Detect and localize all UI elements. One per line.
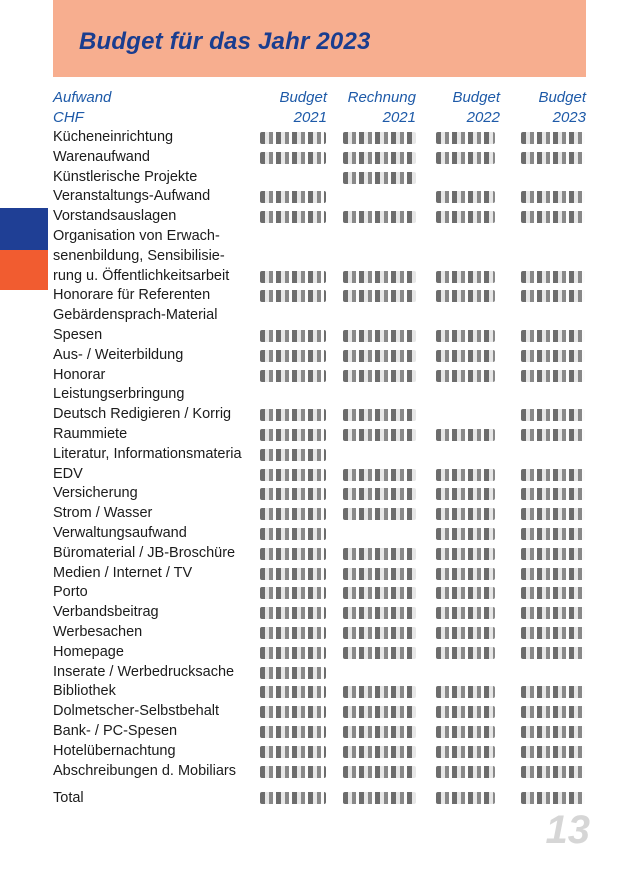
budget-2022-redacted-value	[436, 507, 495, 521]
table-row	[53, 267, 593, 287]
column-header-budget-2023	[510, 88, 586, 128]
column-header-budget-2023-line1: Budget	[538, 89, 586, 106]
table-row	[53, 405, 593, 425]
table-row	[53, 682, 593, 702]
rechnung-2021-redacted-value	[343, 725, 416, 739]
table-row	[53, 603, 593, 623]
budget-2021-redacted-value	[260, 468, 326, 482]
row-label: Gebärdensprach-Material	[53, 307, 218, 324]
table-row	[53, 346, 593, 366]
budget-2022-redacted-value	[436, 586, 495, 600]
side-tab-blue	[0, 208, 48, 250]
total-label: Total	[53, 790, 84, 806]
budget-2021-redacted-value	[260, 329, 326, 343]
budget-2022-redacted-value	[436, 468, 495, 482]
table-row	[53, 465, 593, 485]
column-header-budget-2022	[430, 88, 500, 128]
budget-2022-redacted-value	[436, 270, 495, 284]
budget-2021-redacted-value	[260, 646, 326, 660]
rechnung-2021-redacted-value	[343, 507, 416, 521]
total-budget-2023-redacted	[521, 791, 585, 804]
rechnung-2021-redacted-value	[343, 547, 416, 561]
budget-2021-redacted-value	[260, 448, 326, 462]
row-label: Abschreibungen d. Mobiliars	[53, 762, 236, 779]
budget-2021-redacted-value	[260, 765, 326, 779]
table-row	[53, 247, 593, 267]
row-label: Honorare für Referenten	[53, 287, 211, 304]
rechnung-2021-redacted-value	[343, 369, 416, 383]
total-row	[53, 788, 593, 808]
budget-2021-redacted-value	[260, 369, 326, 383]
budget-2022-redacted-value	[436, 527, 495, 541]
row-label: Literatur, Informationsmateria	[53, 445, 242, 462]
budget-2022-redacted-value	[436, 745, 495, 759]
row-label: Raummiete	[53, 425, 128, 442]
budget-2021-redacted-value	[260, 567, 326, 581]
table-row	[53, 366, 593, 386]
budget-2022-redacted-value	[436, 349, 495, 363]
budget-2021-redacted-value	[260, 725, 326, 739]
budget-2023-redacted-value	[521, 685, 585, 699]
row-label: Büromaterial / JB-Broschüre	[53, 544, 236, 561]
rechnung-2021-redacted-value	[343, 349, 416, 363]
rechnung-2021-redacted-value	[343, 131, 416, 145]
column-header-rechnung-2021-line1: Rechnung	[347, 89, 416, 106]
column-header-label	[53, 88, 111, 128]
row-label: Werbesachen	[53, 623, 143, 640]
table-row	[53, 524, 593, 544]
budget-2023-redacted-value	[521, 606, 585, 620]
table-row	[53, 742, 593, 762]
budget-2021-redacted-value	[260, 210, 326, 224]
budget-2023-redacted-value	[521, 705, 585, 719]
column-header-label-line2: CHF	[53, 109, 84, 126]
budget-2023-redacted-value	[521, 131, 585, 145]
budget-2023-redacted-value	[521, 487, 585, 501]
budget-2023-redacted-value	[521, 270, 585, 284]
table-row	[53, 663, 593, 683]
budget-2022-redacted-value	[436, 685, 495, 699]
budget-2023-redacted-value	[521, 408, 585, 422]
table-row	[53, 702, 593, 722]
table-row	[53, 762, 593, 782]
budget-2022-redacted-value	[436, 646, 495, 660]
budget-2021-redacted-value	[260, 270, 326, 284]
page-title: Budget für das Jahr 2023	[79, 28, 371, 55]
table-row	[53, 544, 593, 564]
budget-2023-redacted-value	[521, 586, 585, 600]
budget-2021-redacted-value	[260, 626, 326, 640]
row-label: rung u. Öffentlichkeitsarbeit	[53, 267, 230, 284]
budget-2022-redacted-value	[436, 329, 495, 343]
table-row	[53, 643, 593, 663]
budget-2023-redacted-value	[521, 329, 585, 343]
table-row	[53, 504, 593, 524]
budget-2021-redacted-value	[260, 547, 326, 561]
total-budget-2021-redacted	[260, 791, 326, 804]
rechnung-2021-redacted-value	[343, 428, 416, 442]
row-label: Dolmetscher-Selbstbehalt	[53, 703, 220, 720]
row-label: Hotelübernachtung	[53, 742, 176, 759]
budget-2023-redacted-value	[521, 725, 585, 739]
budget-2023-redacted-value	[521, 507, 585, 521]
budget-2022-redacted-value	[436, 210, 495, 224]
rechnung-2021-redacted-value	[343, 567, 416, 581]
table-row	[53, 425, 593, 445]
rechnung-2021-redacted-value	[343, 289, 416, 303]
budget-2022-redacted-value	[436, 131, 495, 145]
rechnung-2021-redacted-value	[343, 468, 416, 482]
rechnung-2021-redacted-value	[343, 270, 416, 284]
table-row	[53, 286, 593, 306]
table-row	[53, 583, 593, 603]
rechnung-2021-redacted-value	[343, 765, 416, 779]
budget-2023-redacted-value	[521, 547, 585, 561]
table-row	[53, 187, 593, 207]
rechnung-2021-redacted-value	[343, 586, 416, 600]
budget-2023-redacted-value	[521, 626, 585, 640]
row-label: senenbildung, Sensibilisie-	[53, 247, 225, 264]
row-label: Veranstaltungs-Aufwand	[53, 188, 211, 205]
budget-2023-redacted-value	[521, 428, 585, 442]
budget-2022-redacted-value	[436, 725, 495, 739]
budget-2021-redacted-value	[260, 745, 326, 759]
side-tab-orange	[0, 250, 48, 290]
budget-2021-redacted-value	[260, 527, 326, 541]
budget-2022-redacted-value	[436, 151, 495, 165]
table-row	[53, 445, 593, 465]
budget-2022-redacted-value	[436, 428, 495, 442]
table-row	[53, 623, 593, 643]
budget-2022-redacted-value	[436, 289, 495, 303]
row-label: Kücheneinrichtung	[53, 129, 174, 145]
row-label: Medien / Internet / TV	[53, 564, 193, 581]
budget-2023-redacted-value	[521, 190, 585, 204]
row-label: Verwaltungsaufwand	[53, 524, 187, 541]
budget-2021-redacted-value	[260, 507, 326, 521]
column-header-budget-2023-line2: 2023	[552, 109, 586, 126]
row-label: Organisation von Erwach-	[53, 227, 220, 244]
budget-2021-redacted-value	[260, 408, 326, 422]
rechnung-2021-redacted-value	[343, 487, 416, 501]
row-label: Leistungserbringung	[53, 386, 185, 403]
budget-2023-redacted-value	[521, 765, 585, 779]
budget-2021-redacted-value	[260, 190, 326, 204]
table-row	[53, 148, 593, 168]
table-row	[53, 128, 593, 148]
budget-2022-redacted-value	[436, 547, 495, 561]
budget-2021-redacted-value	[260, 685, 326, 699]
table-row	[53, 227, 593, 247]
budget-2023-redacted-value	[521, 468, 585, 482]
budget-2023-redacted-value	[521, 151, 585, 165]
rechnung-2021-redacted-value	[343, 705, 416, 719]
budget-2021-redacted-value	[260, 289, 326, 303]
budget-2021-redacted-value	[260, 705, 326, 719]
row-label: Porto	[53, 584, 88, 601]
rechnung-2021-redacted-value	[343, 626, 416, 640]
table-row	[53, 168, 593, 188]
budget-2021-redacted-value	[260, 131, 326, 145]
column-header-budget-2022-line1: Budget	[452, 89, 500, 106]
row-label: Strom / Wasser	[53, 505, 153, 522]
row-label: EDV	[53, 465, 83, 482]
row-label: Verbandsbeitrag	[53, 604, 159, 621]
rechnung-2021-redacted-value	[343, 151, 416, 165]
row-label: Spesen	[53, 326, 103, 343]
row-label: Bank- / PC-Spesen	[53, 722, 178, 739]
table-row	[53, 564, 593, 584]
rechnung-2021-redacted-value	[343, 606, 416, 620]
total-rechnung-2021-redacted	[343, 791, 416, 804]
budget-2022-redacted-value	[436, 705, 495, 719]
row-label: Künstlerische Projekte	[53, 168, 198, 185]
row-label: Inserate / Werbedrucksache	[53, 663, 235, 680]
row-label: Homepage	[53, 643, 124, 660]
budget-2022-redacted-value	[436, 606, 495, 620]
table-row	[53, 207, 593, 227]
budget-2021-redacted-value	[260, 666, 326, 680]
column-header-budget-2021-line2: 2021	[293, 109, 327, 126]
budget-2022-redacted-value	[436, 190, 495, 204]
row-label: Warenaufwand	[53, 148, 150, 165]
table-row	[53, 326, 593, 346]
budget-2023-redacted-value	[521, 745, 585, 759]
budget-2021-redacted-value	[260, 586, 326, 600]
budget-2023-redacted-value	[521, 567, 585, 581]
total-budget-2022-redacted	[436, 791, 495, 804]
column-header-budget-2021-line1: Budget	[279, 89, 327, 106]
page-number: 13	[545, 808, 590, 852]
rechnung-2021-redacted-value	[343, 745, 416, 759]
column-header-rechnung-2021	[330, 88, 416, 128]
page-header	[53, 0, 586, 77]
column-header-rechnung-2021-line2: 2021	[382, 109, 416, 126]
table-row	[53, 385, 593, 405]
budget-2023-redacted-value	[521, 349, 585, 363]
column-header-label-line1: Aufwand	[53, 89, 112, 106]
rechnung-2021-redacted-value	[343, 329, 416, 343]
rechnung-2021-redacted-value	[343, 171, 416, 185]
budget-2022-redacted-value	[436, 369, 495, 383]
table-row	[53, 306, 593, 326]
budget-table	[53, 128, 593, 781]
budget-2022-redacted-value	[436, 487, 495, 501]
budget-2022-redacted-value	[436, 567, 495, 581]
budget-2022-redacted-value	[436, 765, 495, 779]
rechnung-2021-redacted-value	[343, 685, 416, 699]
table-row	[53, 722, 593, 742]
budget-2021-redacted-value	[260, 487, 326, 501]
row-label: Versicherung	[53, 485, 138, 502]
budget-2023-redacted-value	[521, 646, 585, 660]
budget-2023-redacted-value	[521, 369, 585, 383]
table-row	[53, 484, 593, 504]
row-label: Honorar	[53, 366, 106, 383]
rechnung-2021-redacted-value	[343, 646, 416, 660]
budget-2021-redacted-value	[260, 428, 326, 442]
rechnung-2021-redacted-value	[343, 210, 416, 224]
row-label: Aus- / Weiterbildung	[53, 346, 184, 363]
column-header-budget-2021	[250, 88, 327, 128]
budget-2023-redacted-value	[521, 210, 585, 224]
budget-2023-redacted-value	[521, 289, 585, 303]
rechnung-2021-redacted-value	[343, 408, 416, 422]
row-label: Vorstandsauslagen	[53, 208, 177, 225]
budget-2021-redacted-value	[260, 606, 326, 620]
row-label: Deutsch Redigieren / Korrig	[53, 406, 232, 423]
column-header-budget-2022-line2: 2022	[466, 109, 500, 126]
budget-2022-redacted-value	[436, 626, 495, 640]
budget-2021-redacted-value	[260, 349, 326, 363]
row-label: Bibliothek	[53, 683, 116, 700]
budget-2023-redacted-value	[521, 527, 585, 541]
budget-2021-redacted-value	[260, 151, 326, 165]
